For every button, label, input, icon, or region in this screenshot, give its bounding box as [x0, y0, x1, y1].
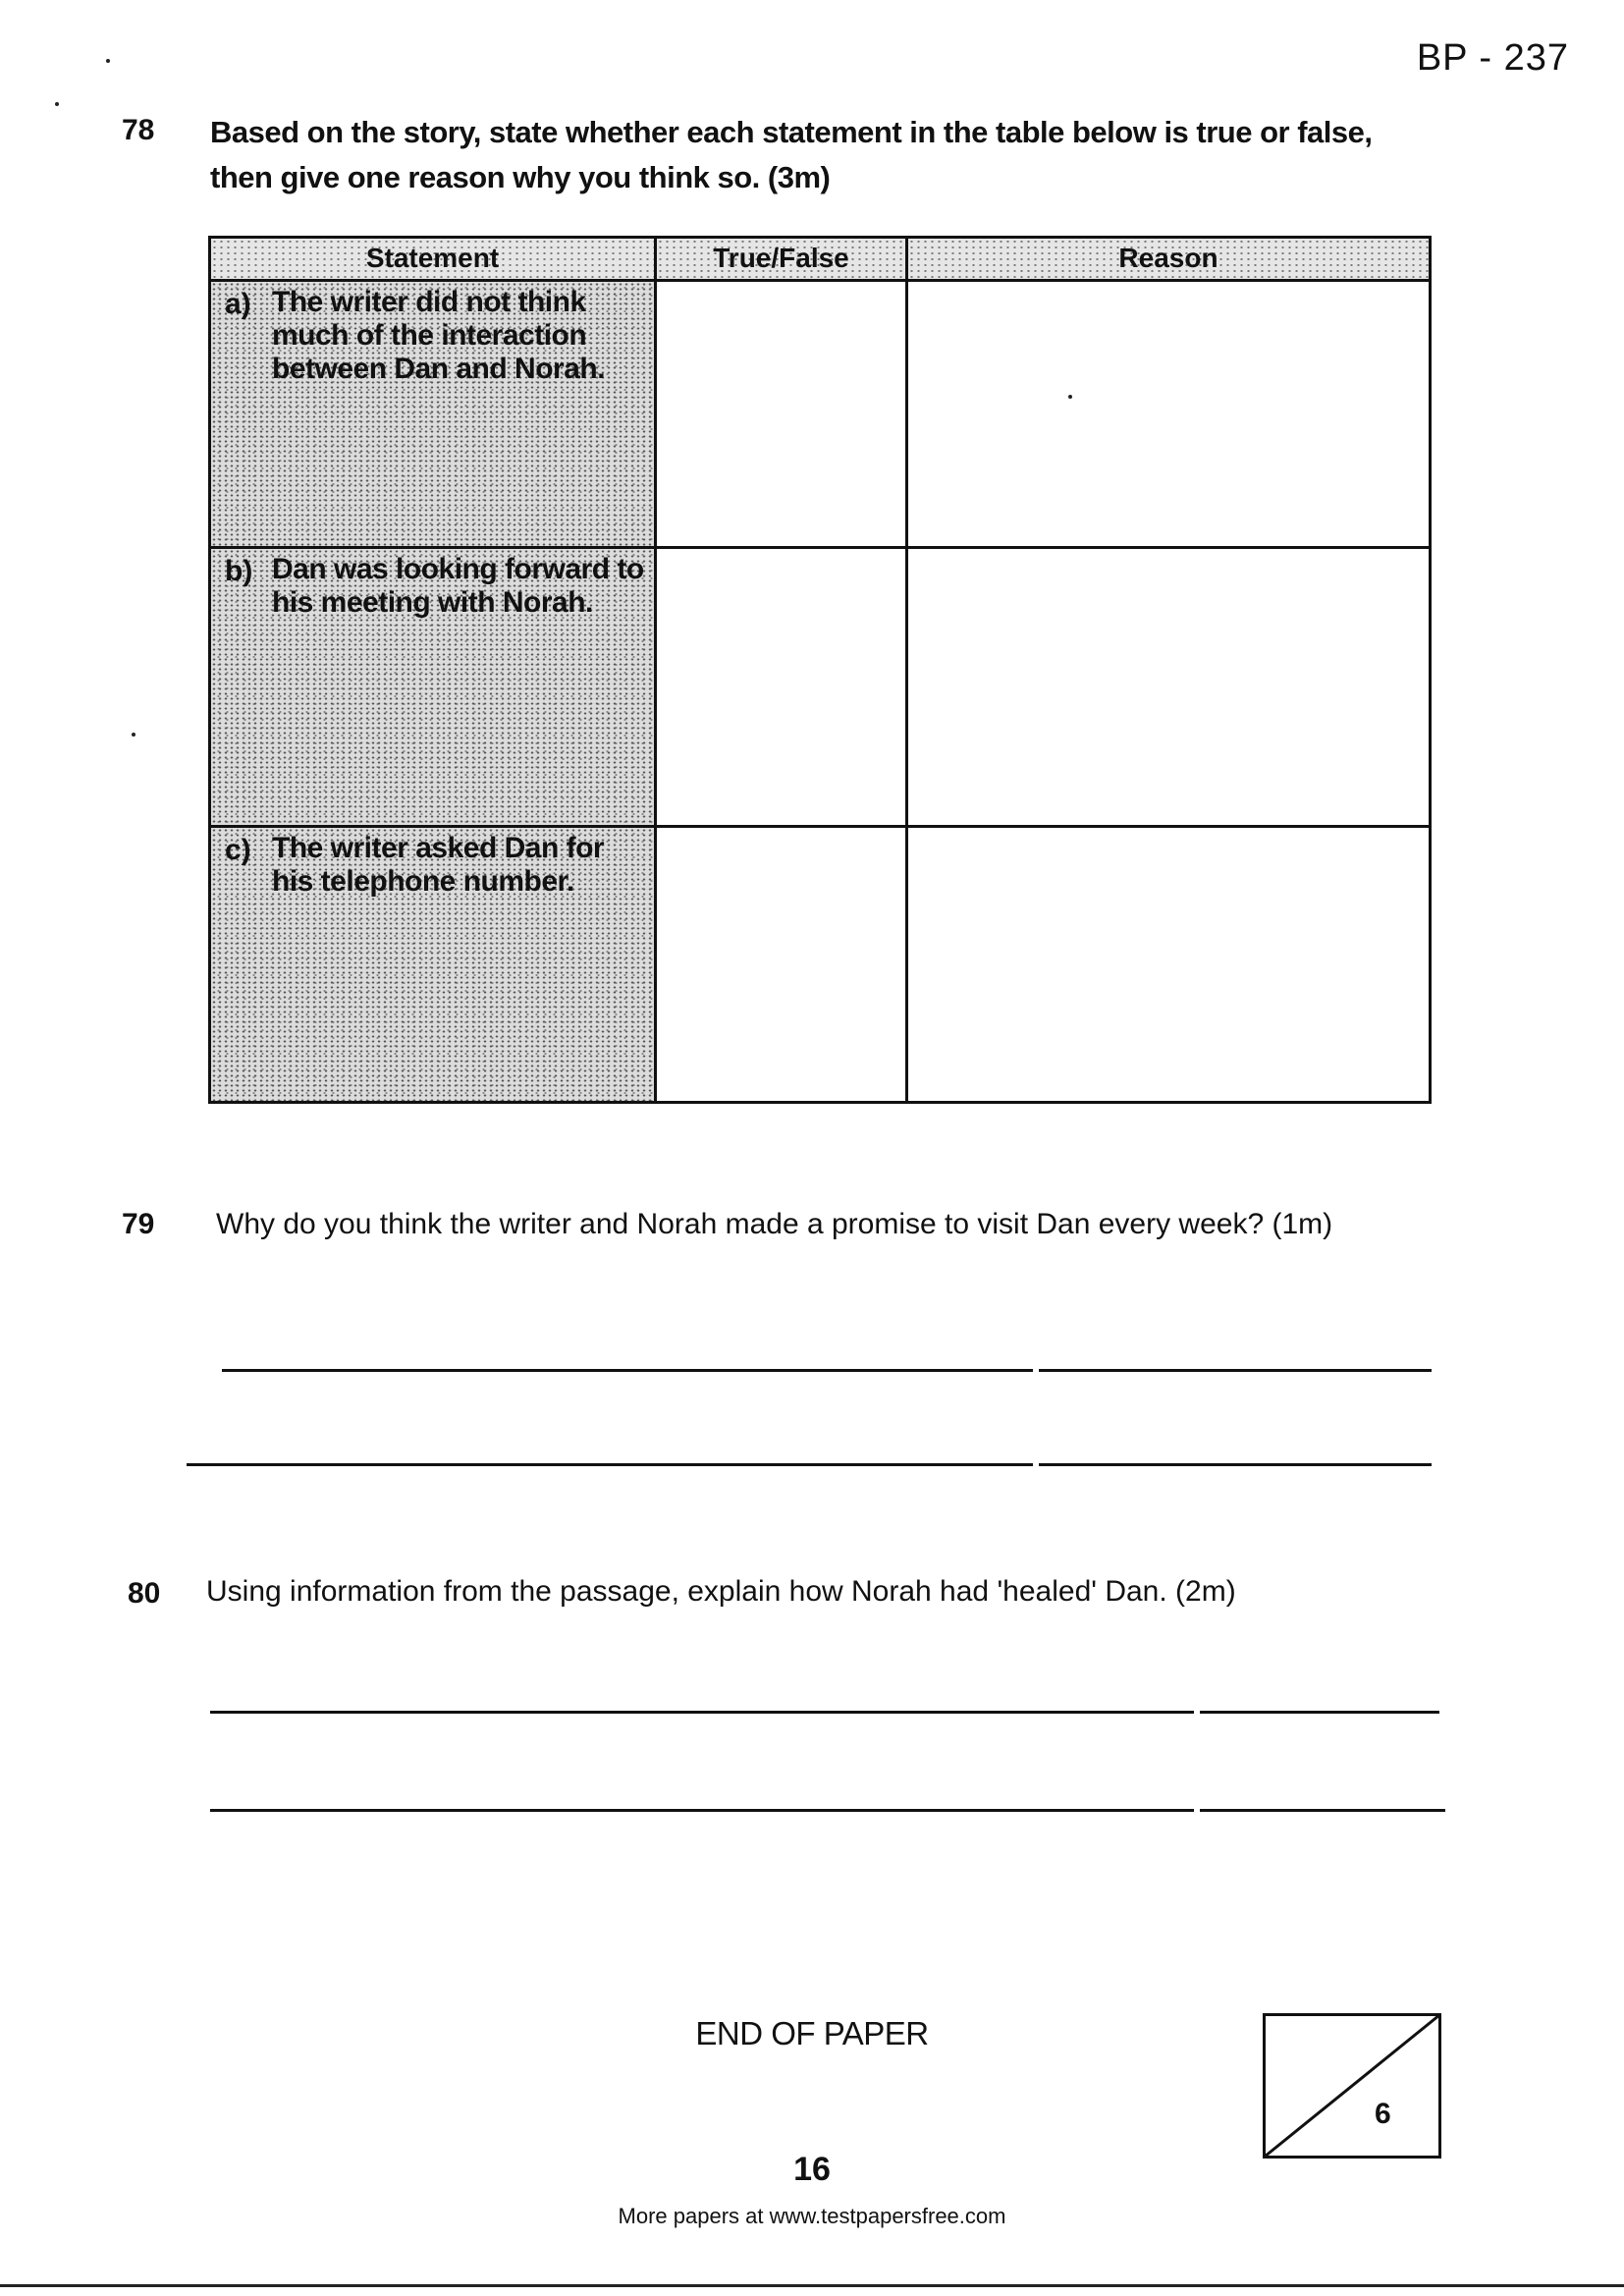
- answer-line[interactable]: [187, 1463, 1033, 1466]
- answer-line[interactable]: [1200, 1711, 1439, 1714]
- header-true-false: True/False: [657, 239, 908, 282]
- end-of-paper: END OF PAPER: [695, 2015, 929, 2051]
- answer-reason-a[interactable]: [908, 282, 1429, 549]
- answer-true-false-a[interactable]: [657, 282, 908, 549]
- answer-line[interactable]: [1200, 1809, 1445, 1812]
- answer-line[interactable]: [222, 1369, 1033, 1372]
- statement-letter: a): [225, 288, 251, 320]
- statement-a: [211, 282, 657, 549]
- statement-b: [211, 549, 657, 828]
- mark-box-frame: [1263, 2013, 1441, 2159]
- answer-true-false-b[interactable]: [657, 549, 908, 828]
- q79-number: 79: [122, 1208, 155, 1240]
- answer-line[interactable]: [1039, 1463, 1432, 1466]
- scan-speck: [106, 59, 110, 63]
- header-reason: Reason: [908, 239, 1429, 282]
- page-number: 16: [793, 2151, 831, 2188]
- footer-link[interactable]: More papers at www.testpapersfree.com: [618, 2204, 1006, 2228]
- statement-c: [211, 828, 657, 1101]
- q79-text: Why do you think the writer and Norah made a promise to visit Dan every week? (1m): [216, 1208, 1333, 1240]
- answer-true-false-c[interactable]: [657, 828, 908, 1101]
- paper-code: BP - 237: [1416, 37, 1569, 79]
- statement-text: Dan was looking forward to his meeting with Norah.: [272, 553, 644, 619]
- q78-number: 78: [122, 114, 155, 146]
- bottom-rule: [0, 2284, 1624, 2287]
- true-false-table: [208, 236, 1432, 1104]
- answer-line[interactable]: [210, 1711, 1194, 1714]
- answer-line[interactable]: [210, 1809, 1194, 1812]
- statement-text: The writer asked Dan for his telephone number.: [272, 832, 605, 898]
- answer-reason-b[interactable]: [908, 549, 1429, 828]
- mark-box: [1263, 2013, 1441, 2159]
- statement-text: The writer did not think much of the interaction between Dan and Norah.: [272, 286, 606, 385]
- q78-text-line2: then give one reason why you think so. (3m): [210, 160, 831, 194]
- mark-box-score: 6: [1375, 2098, 1391, 2130]
- answer-reason-c[interactable]: [908, 828, 1429, 1101]
- scan-speck: [55, 102, 59, 106]
- answer-line[interactable]: [1039, 1369, 1432, 1372]
- q78-text-line1: Based on the story, state whether each statement in the table below is true or false,: [210, 115, 1373, 149]
- q80-text: Using information from the passage, explain how Norah had 'healed' Dan. (2m): [206, 1575, 1236, 1608]
- statement-letter: b): [225, 555, 253, 587]
- header-statement: Statement: [211, 239, 657, 282]
- statement-letter: c): [225, 834, 251, 866]
- scan-speck: [132, 733, 135, 737]
- q80-number: 80: [128, 1577, 161, 1610]
